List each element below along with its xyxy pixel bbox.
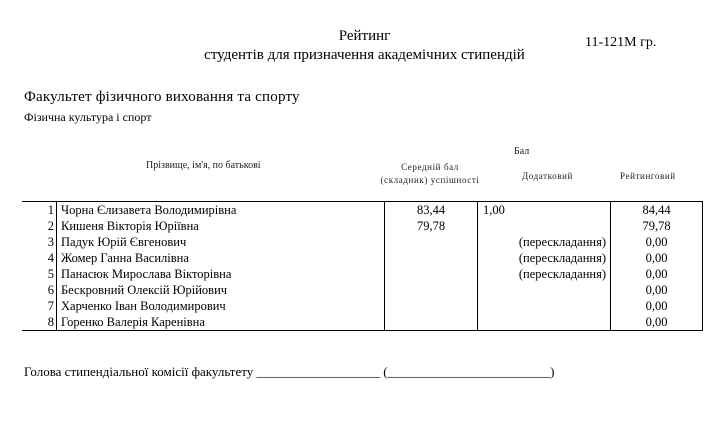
row-number: 4: [22, 250, 57, 266]
table-row: [22, 314, 703, 331]
student-name: Харченко Іван Володимирович: [57, 298, 385, 314]
additional-score: [478, 298, 611, 314]
average-score: 79,78: [385, 218, 478, 234]
row-number: 8: [22, 314, 57, 331]
row-number: 6: [22, 282, 57, 298]
student-name: Чорна Єлизавета Володимирівна: [57, 202, 385, 219]
table-row: [22, 266, 703, 282]
rating-score: 0,00: [611, 250, 703, 266]
retake-note: (перескладання): [518, 251, 606, 265]
rating-table: [22, 201, 703, 331]
row-number: 3: [22, 234, 57, 250]
header-full-name: Прізвище, ім'я, по батькові: [146, 160, 261, 171]
student-name: Жомер Ганна Василівна: [57, 250, 385, 266]
average-score: [385, 266, 478, 282]
retake-note: (перескладання): [518, 267, 606, 281]
row-number: 5: [22, 266, 57, 282]
table-row: [22, 234, 703, 250]
specialty-name: Фізична культура і спорт: [24, 110, 152, 124]
student-name: Кишеня Вікторія Юріївна: [57, 218, 385, 234]
average-score: [385, 298, 478, 314]
rating-score: 0,00: [611, 314, 703, 331]
additional-score: [478, 218, 611, 234]
table-row: [22, 202, 703, 219]
table-row: [22, 298, 703, 314]
additional-score: [478, 250, 611, 266]
table-row: [22, 282, 703, 298]
rating-score: 0,00: [611, 266, 703, 282]
average-score: 83,44: [385, 202, 478, 219]
rating-score: 0,00: [611, 298, 703, 314]
rating-score: 0,00: [611, 282, 703, 298]
row-number: 1: [22, 202, 57, 219]
header-average-score: Середній бал (складник) успішності: [380, 162, 480, 185]
rating-table-body: [22, 202, 703, 331]
additional-score: [478, 266, 611, 282]
document-subtitle: студентів для призначення академічних стипендій: [204, 47, 525, 63]
average-score: [385, 234, 478, 250]
table-row: [22, 250, 703, 266]
student-name: Бескровний Олексій Юрійович: [57, 282, 385, 298]
additional-value: 1,00: [483, 203, 505, 217]
header-bal: Бал: [514, 146, 530, 157]
header-additional: Додатковий: [522, 171, 573, 181]
student-name: Падук Юрій Євгенович: [57, 234, 385, 250]
header-rating: Рейтинговий: [620, 171, 676, 181]
rating-score: 0,00: [611, 234, 703, 250]
row-number: 2: [22, 218, 57, 234]
student-name: Панасюк Мирослава Вікторівна: [57, 266, 385, 282]
table-row: [22, 218, 703, 234]
retake-note: (перескладання): [518, 235, 606, 249]
additional-score: [478, 234, 611, 250]
document-title: Рейтинг: [338, 28, 391, 44]
row-number: 7: [22, 298, 57, 314]
signature-line: Голова стипендіальної комісії факультету ___________________ (_________________________): [24, 364, 555, 379]
student-name: Горенко Валерія Каренівна: [57, 314, 385, 331]
additional-score: [478, 202, 611, 219]
additional-score: [478, 314, 611, 331]
faculty-name: Факультет фізичного виховання та спорту: [24, 89, 300, 105]
group-code: 11-121М гр.: [585, 35, 657, 50]
rating-score: 84,44: [611, 202, 703, 219]
additional-score: [478, 282, 611, 298]
average-score: [385, 282, 478, 298]
rating-score: 79,78: [611, 218, 703, 234]
average-score: [385, 314, 478, 331]
average-score: [385, 250, 478, 266]
